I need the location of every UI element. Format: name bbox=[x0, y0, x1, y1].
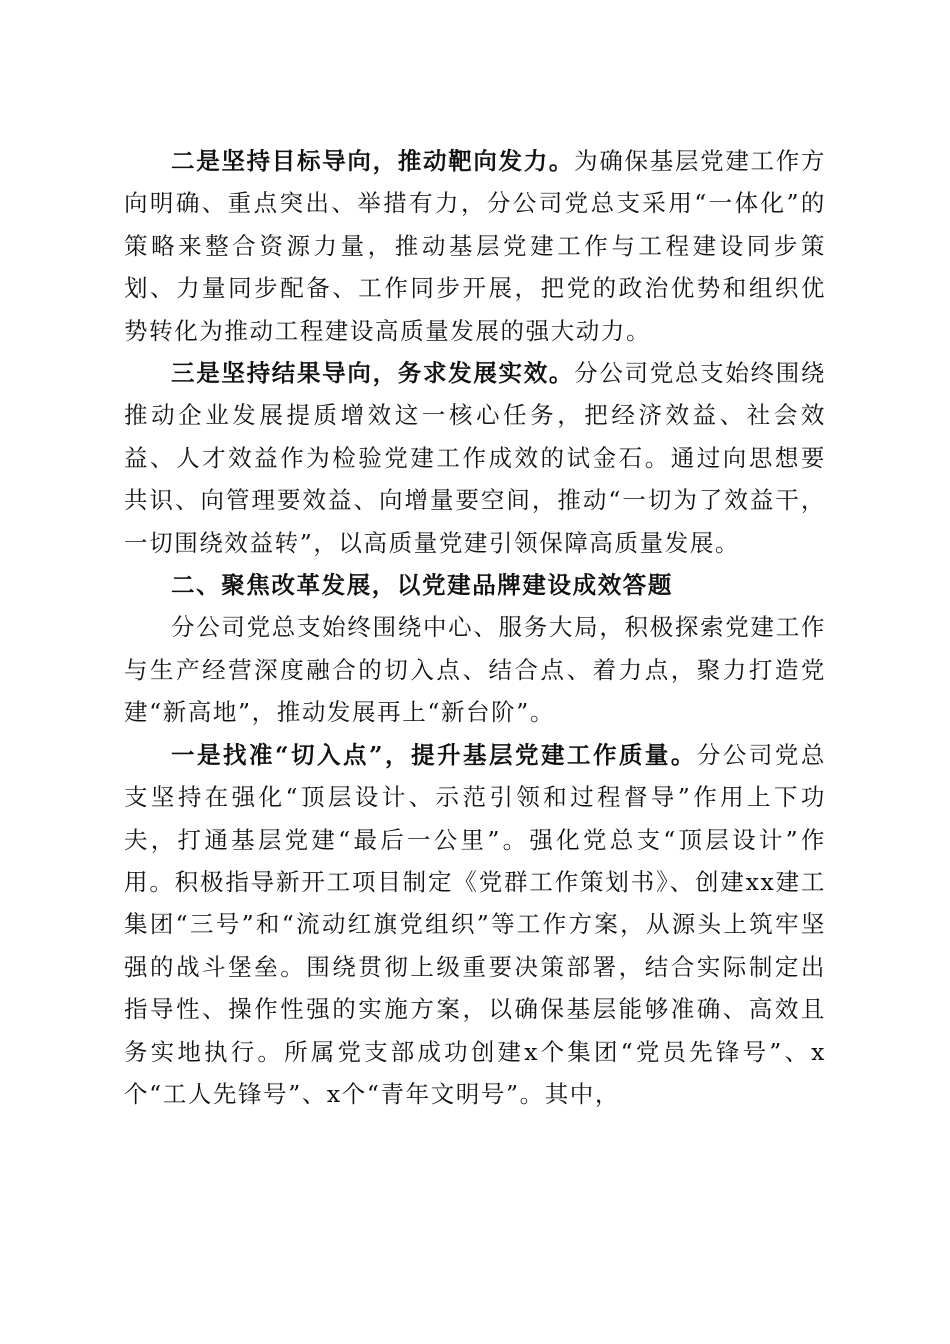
paragraph-lead: 三是坚持结果导向，务求发展实效。 bbox=[171, 359, 575, 388]
paragraph-lead: 二是坚持目标导向，推动靶向发力。 bbox=[171, 147, 575, 175]
section-heading: 二、聚焦改革发展，以党建品牌建设成效答题 bbox=[171, 571, 673, 600]
paragraph-text: 分公司党总支始终围绕中心、服务大局，积极探索党建工作与生产经营深度融合的切入点、结合点、着力点，聚力打造党建“新高地”，推动发展再上“新台阶”。 bbox=[124, 613, 826, 727]
paragraph-lead: 一是找准“切入点”，提升基层党建工作质量。 bbox=[171, 740, 697, 769]
paragraph-text: 为确保基层党建工作方向明确、重点突出、举措有力，分公司党总支采用“一体化”的策略来整合资源力量，推动基层党建工作与工程建设同步策划、力量同步配备、工作同步开展，把党的政治优势和组织优势转化为推动工程建设高质量发展的强大动力。 bbox=[124, 147, 827, 345]
paragraph-text: 分公司党总支坚持在强化“顶层设计、示范引领和过程督导”作用上下功夫，打通基层党建“最后一公里”。强化党总支“顶层设计”作用。积极指导新开工项目制定《党群工作策划书》、创建xx建工集团“三号”和“流动红旗党组织”等工作方案，从源头上筑牢坚强的战斗堡垒。围绕贯彻上级重要决策部署，结合实际制定出指导性、操作性强的实施方案，以确保基层能够准确、高效且务实地执行。所属党支部成功创建x个集团“党员先锋号”、x个“工人先锋号”、x个“青年文明号”。其中， bbox=[124, 740, 826, 1108]
paragraph-section-intro bbox=[124, 606, 826, 733]
paragraph-goal-orientation bbox=[124, 140, 826, 352]
document-body bbox=[124, 140, 826, 1115]
paragraph-text: 分公司党总支始终围绕推动企业发展提质增效这一核心任务，把经济效益、社会效益、人才效益作为检验党建工作成效的试金石。通过向思想要共识、向管理要效益、向增量要空间，推动“一切为了效益干，一切围绕效益转”，以高质量党建引领保障高质量发展。 bbox=[124, 359, 827, 557]
paragraph-result-orientation bbox=[124, 352, 826, 564]
paragraph-entry-point bbox=[124, 734, 826, 1116]
